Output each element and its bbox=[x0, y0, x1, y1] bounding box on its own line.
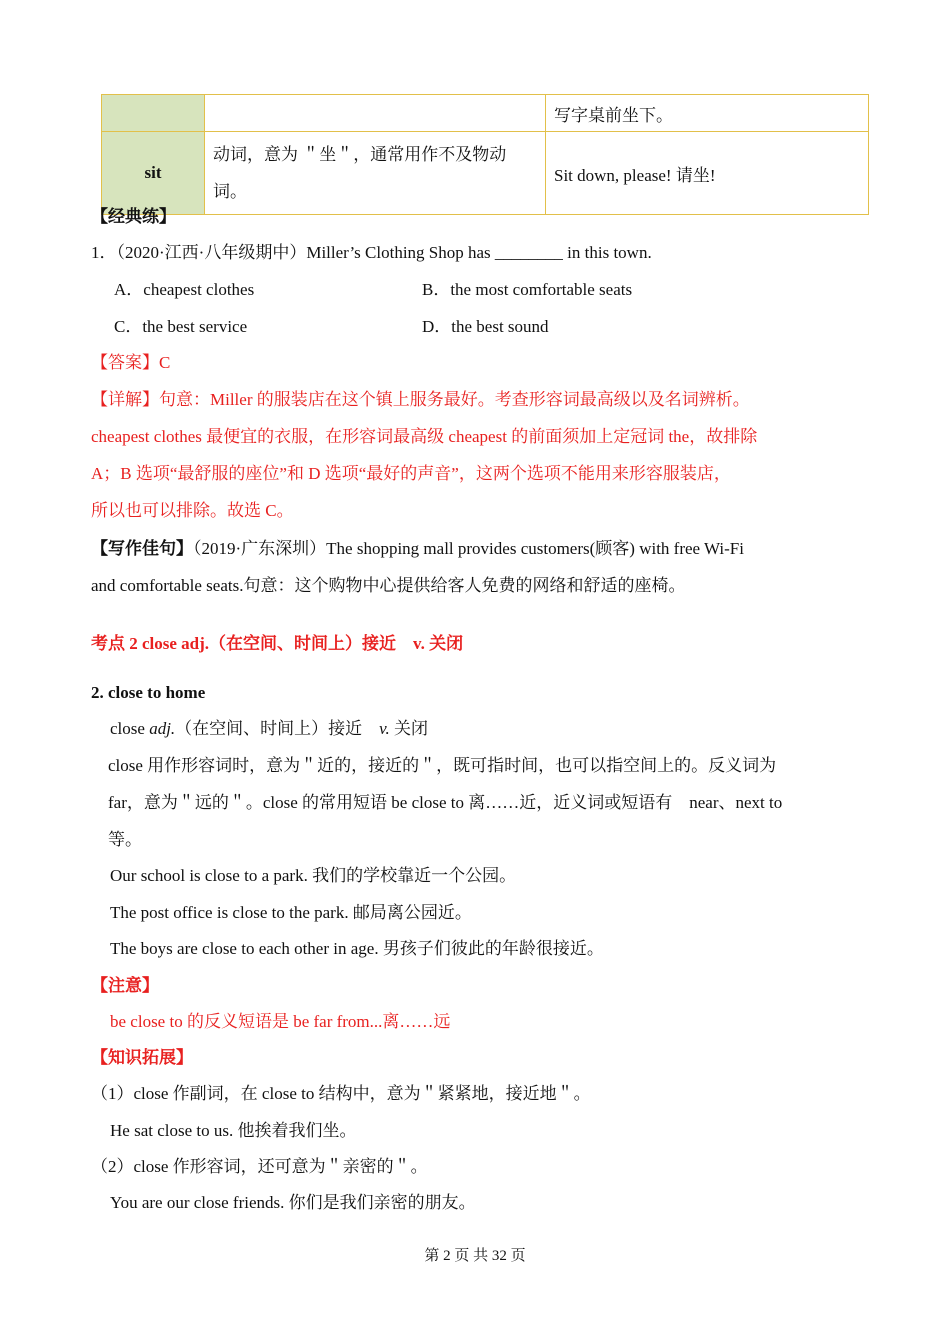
point-title: 考点 2 close adj.（在空间、时间上）接近 v. 关闭 bbox=[91, 634, 464, 653]
note-text: be close to 的反义短语是 be far from...离……远 bbox=[110, 1012, 451, 1031]
option-c: C．the best service bbox=[114, 317, 248, 336]
option-d: D．the best sound bbox=[422, 317, 549, 336]
extension-line: （1）close 作副词，在 close to 结构中，意为＂紧紧地，接近地＂。 bbox=[91, 1084, 591, 1103]
example-sentence: Our school is close to a park. 我们的学校靠近一个公园。 bbox=[110, 866, 517, 885]
extension-heading: 【知识拓展】 bbox=[91, 1048, 193, 1067]
writing-text: （2019·广东深圳）The shopping mall provides customers(顾客) with free Wi-Fi bbox=[193, 539, 744, 558]
extension-line: （2）close 作形容词，还可意为＂亲密的＂。 bbox=[91, 1157, 428, 1176]
def-mid: （在空间、时间上）接近 bbox=[175, 719, 380, 738]
explanation-line: A；B 选项“最舒服的座位”和 D 选项“最好的声音”，这两个选项不能用来形容服装店， bbox=[91, 464, 731, 483]
extension-line: You are our close friends. 你们是我们亲密的朋友。 bbox=[110, 1193, 476, 1212]
word-cell: sit bbox=[102, 132, 205, 215]
def-end: 关闭 bbox=[389, 719, 428, 738]
meaning-cell bbox=[205, 95, 546, 132]
explanation-line: cheapest clothes 最便宜的衣服，在形容词最高级 cheapest 的前面须加上定冠词 the，故排除 bbox=[91, 427, 758, 446]
meaning-cell: 动词，意为 ＂坐＂，通常用作不及物动词。 bbox=[205, 132, 546, 215]
writing-line: and comfortable seats.句意：这个购物中心提供给客人免费的网络和舒适的座椅。 bbox=[91, 576, 686, 595]
writing-line bbox=[91, 538, 744, 560]
explanation-line: 【详解】句意：Miller 的服装店在这个镇上服务最好。考查形容词最高级以及名词辨析。 bbox=[91, 390, 750, 409]
example-cell: 写字桌前坐下。 bbox=[546, 95, 869, 132]
example-sentence: The post office is close to the park. 邮局离公园近。 bbox=[110, 903, 472, 922]
word-cell bbox=[102, 95, 205, 132]
note-heading: 【注意】 bbox=[91, 976, 159, 995]
def-word: close bbox=[110, 719, 150, 738]
usage-line: 等。 bbox=[108, 830, 142, 849]
definition-line bbox=[110, 718, 428, 740]
option-b: B．the most comfortable seats bbox=[422, 280, 633, 299]
practice-heading: 【经典练】 bbox=[91, 207, 176, 226]
explanation-line: 所以也可以排除。故选 C。 bbox=[91, 501, 294, 520]
answer-text: 【答案】C bbox=[91, 353, 171, 372]
question-text: 1．（2020·江西·八年级期中）Miller’s Clothing Shop has ________ in this town. bbox=[91, 243, 652, 262]
page-number: 第 2 页 共 32 页 bbox=[424, 1248, 526, 1264]
table-row bbox=[102, 95, 869, 132]
def-adj: adj. bbox=[149, 719, 176, 738]
usage-line: far，意为＂远的＂。close 的常用短语 be close to 离……近，近义词或短语有 near、next to bbox=[108, 793, 783, 812]
usage-line: close 用作形容词时，意为＂近的，接近的＂，既可指时间，也可以指空间上的。反义词为 bbox=[108, 756, 777, 775]
example-sentence: The boys are close to each other in age. 男孩子们彼此的年龄很接近。 bbox=[110, 939, 604, 958]
point-subtitle: 2. close to home bbox=[91, 683, 206, 702]
writing-heading: 【写作佳句】 bbox=[91, 539, 193, 558]
option-a: A．cheapest clothes bbox=[114, 280, 255, 299]
example-cell: Sit down, please! 请坐! bbox=[546, 132, 869, 215]
table-row bbox=[102, 132, 869, 215]
def-v: v. bbox=[379, 719, 390, 738]
vocabulary-table bbox=[101, 94, 869, 215]
extension-line: He sat close to us. 他挨着我们坐。 bbox=[110, 1121, 357, 1140]
